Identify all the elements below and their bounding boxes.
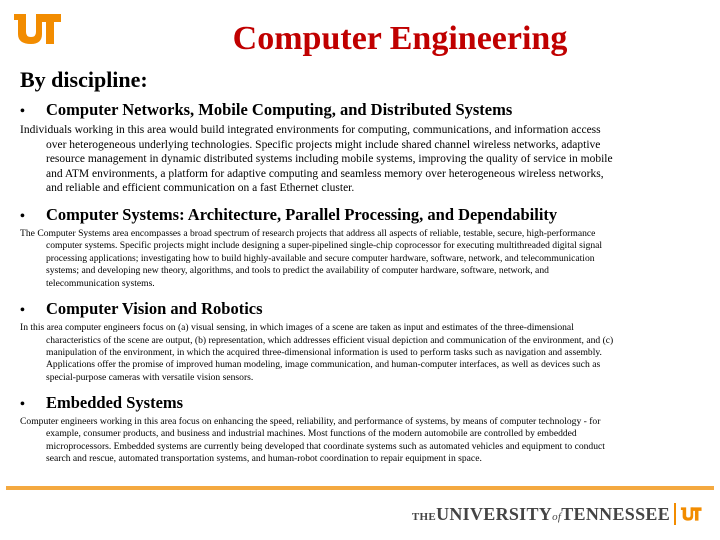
wordmark-university: UNIVERSITY — [436, 503, 553, 524]
heading-text: Computer Networks, Mobile Computing, and Distributed Systems — [46, 100, 513, 119]
bullet-icon: • — [20, 303, 25, 319]
section-heading — [20, 205, 618, 225]
heading-text: Embedded Systems — [46, 392, 184, 412]
section-vision-robotics — [20, 299, 618, 383]
university-wordmark — [412, 503, 702, 525]
section-body: The Computer Systems area encompasses a broad spectrum of research projects that address all aspects of reliable, testable, secure, high-performance computer systems. Specific projects might include designing a super-pipelined single-chip coprocessor for executing multithreaded digital signal processing applications; investigating how to build highly-available and secure computer hardware, software, network, and telecommunication systems; and developing new theory, algorithms, and tools to predict the availability of computer hardware, software, network, and telecommunication systems. — [20, 227, 603, 289]
page-title: Computer Engineering — [232, 20, 568, 57]
section-computer-systems — [20, 205, 618, 291]
section-embedded-systems — [20, 393, 618, 465]
section-networks — [20, 100, 618, 196]
bullet-icon: • — [20, 104, 25, 119]
section-heading — [20, 393, 618, 413]
section-heading — [20, 100, 618, 120]
ut-logo-icon — [680, 504, 702, 524]
wordmark-tennessee: TENNESSEE — [561, 503, 670, 524]
page-subtitle: By discipline: — [20, 67, 148, 92]
wordmark-text — [412, 504, 670, 525]
wordmark-of: of — [552, 510, 562, 523]
bullet-icon: • — [20, 208, 25, 224]
section-heading — [20, 299, 618, 319]
heading-text: Computer Systems: Architecture, Parallel Processing, and Dependability — [46, 204, 558, 224]
wordmark-the: THE — [411, 510, 437, 523]
footer-divider — [6, 486, 714, 490]
discipline-list — [20, 100, 618, 465]
section-body: Individuals working in this area would build integrated environments for computing, communications, and information access over heterogeneous underlying technologies. Specific projects might include shared channel wireless networks, adaptive resource management in dynamic distributed systems including mobile systems, improving the quality of service in mobile and ATM environments, a platform for adaptive computing and seamless memory over heterogeneous wireless networks, and reliable and efficient communication on a fast Ethernet cluster. — [20, 124, 613, 194]
section-body: In this area computer engineers focus on (a) visual sensing, in which images of a scene are taken as input and estimates of the three-dimensional characteristics of the scene are output, (b) representation, which addresses efficient visual depiction and communication of the environment, and (c) manipulation of the environment, in which the acquired three-dimensional information is used to perform tasks such as navigation and assembly. Applications offer the promise of improved human modeling, image communication, and human-computer interfaces, as well as devices such as special-purpose cameras with versatile vision sensors. — [20, 322, 614, 383]
wordmark-separator — [674, 503, 676, 525]
heading-text: Computer Vision and Robotics — [46, 299, 263, 319]
section-body: Computer engineers working in this area focus on enhancing the speed, reliability, and performance of systems, by means of computer technology - for example, consumer products, and business and industrial machines. Most functions of the modern automobile are controlled by embedded microprocessors. Embedded systems are currently being developed that coordinate systems such as automated vehicles and equipment to conduct search and rescue, automated transportation systems, and human-robot coordination to repair equipment in space. — [20, 415, 605, 464]
bullet-icon: • — [20, 396, 25, 412]
